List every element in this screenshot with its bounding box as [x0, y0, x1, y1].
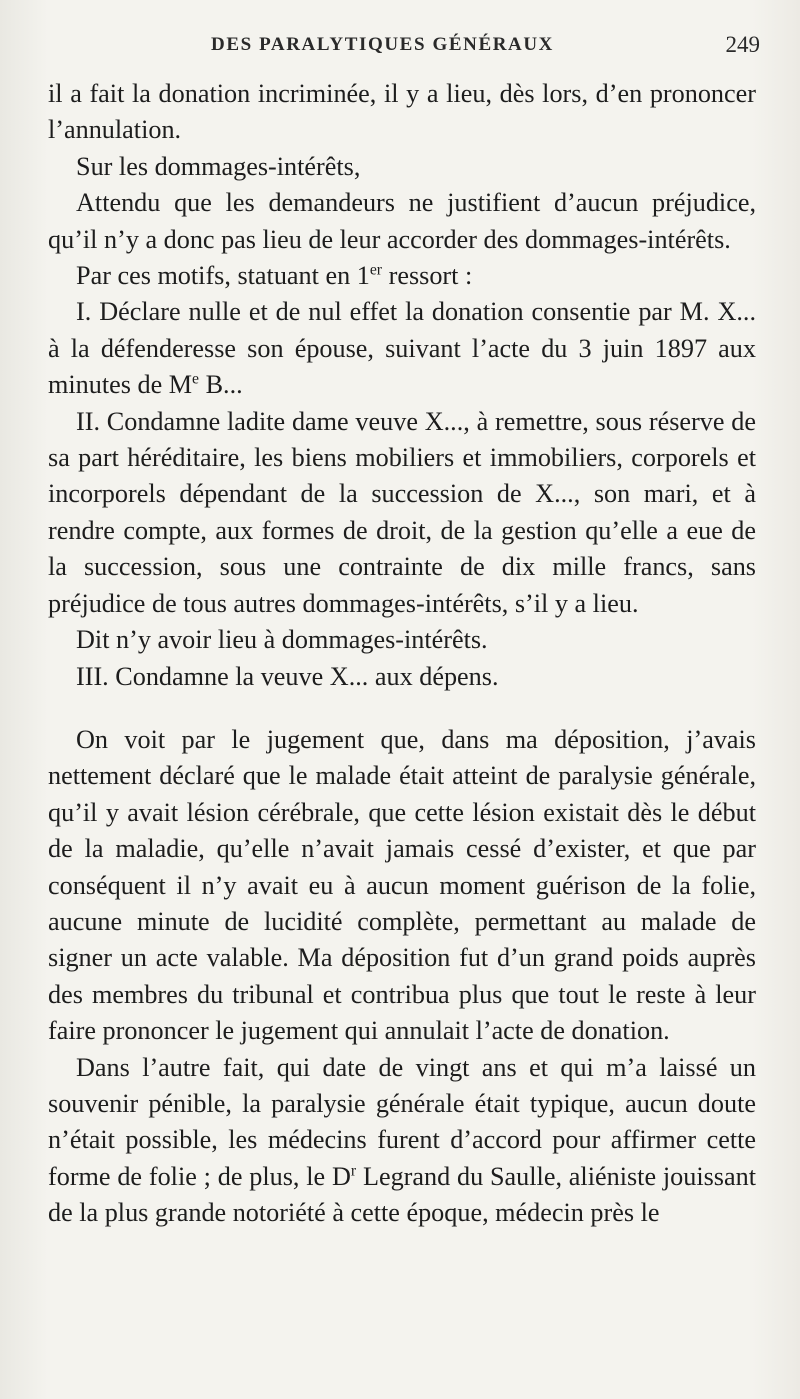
superscript-r: r	[350, 1162, 357, 1180]
superscript-e: e	[192, 370, 200, 388]
paragraph-article-one	[48, 294, 756, 403]
paragraph-deposition: On voit par le jugement que, dans ma déposition, j’avais nettement déclaré que le malade était atteint de paralysie générale, qu’il y avait lésion cérébrale, que cette lésion existait dès le début de la maladie, qu’elle n’avait jamais cessé d’exister, et que par conséquent il n’y avait eu à aucun moment guérison de la folie, aucune minute de lucidité complète, permettant au malade de signer un acte valable. Ma déposition fut d’un grand poids auprès des membres du tribunal et contribua plus que tout le reste à leur faire prononcer le jugement qui annulait l’acte de donation.	[48, 724, 756, 1046]
paragraph-other-case	[48, 1050, 756, 1232]
body-text	[48, 76, 756, 1232]
other-case-text-end: Legrand du Saulle, aliéniste jouissant de la plus grande notoriété à cette époque, médecin près le	[48, 1161, 756, 1228]
running-title: DES PARALYTIQUES GÉNÉRAUX	[211, 34, 555, 55]
paragraph-damages-heading: Sur les dommages-intérêts,	[76, 151, 361, 181]
motifs-text-end: ressort :	[382, 261, 473, 291]
paragraph-attendu: Attendu que les demandeurs ne justifient d’aucun préjudice, qu’il n’y a donc pas lieu de leur accorder des dommages-intérêts.	[48, 188, 756, 254]
superscript-er: er	[369, 261, 383, 279]
paragraph-conclusion-of-preceding: il a fait la donation incriminée, il y a lieu, dès lors, d’en prononcer l’annulation.	[48, 79, 756, 145]
paragraph-motifs	[48, 258, 756, 294]
paragraph-article-three: III. Condamne la veuve X... aux dépens.	[76, 661, 499, 691]
article-one-text-end: B...	[199, 370, 243, 400]
paragraph-article-two: II. Condamne ladite dame veuve X..., à remettre, sous réserve de sa part héréditaire, les biens mobiliers et immobiliers, corporels et incorporels dépendant de la succession de X..., son mari, et à rendre compte, aux formes de droit, de la gestion qu’elle a eue de la succession, sous une contrainte de dix mille francs, sans préjudice de tous autres dommages-intérêts, s’il y a lieu.	[48, 406, 756, 618]
article-one-text: I. Déclare nulle et de nul effet la donation consentie par M. X... à la défenderesse son épouse, suivant l’acte du 3 juin 1897 aux minutes de M	[48, 297, 756, 400]
paragraph-no-damages: Dit n’y avoir lieu à dommages-intérêts.	[76, 625, 488, 655]
other-case-text: Dans l’autre fait, qui date de vingt ans et qui m’a laissé un souvenir pénible, la paralysie générale était typique, aucun doute n’était possible, les médecins furent d’accord pour affirmer cette forme de folie ; de plus, le D	[48, 1052, 756, 1191]
page-header	[48, 30, 760, 70]
page-number: 249	[725, 32, 760, 57]
motifs-text: Par ces motifs, statuant en 1	[76, 261, 370, 291]
